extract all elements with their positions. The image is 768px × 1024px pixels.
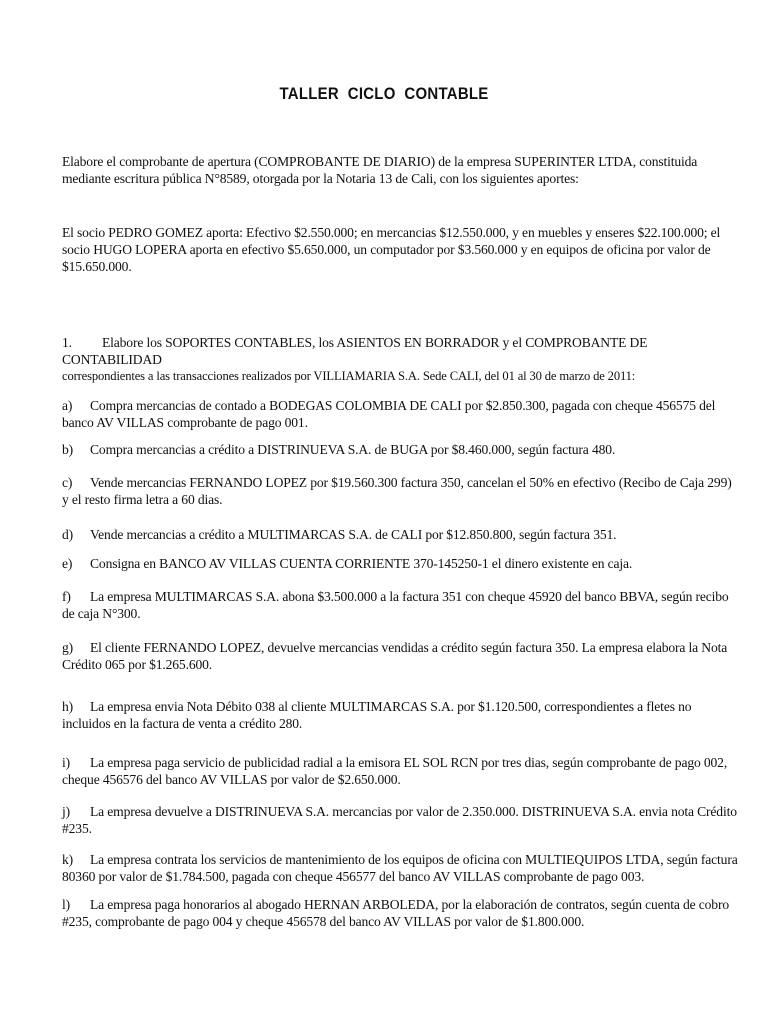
item-text: Consigna en BANCO AV VILLAS CUENTA CORRIENTE 370-145250-1 el dinero existente en caja. <box>90 556 633 571</box>
item-letter: k) <box>62 852 74 867</box>
exercise-number: 1. <box>62 335 72 350</box>
item-letter: d) <box>62 527 74 542</box>
item-text: Vende mercancias FERNANDO LOPEZ por $19.560.300 factura 350, cancelan el 50% en efectivo (Recibo de Caja 299) y el resto firma letra a 60 dias. <box>62 475 732 507</box>
list-item-h <box>62 698 740 732</box>
item-letter: f) <box>62 589 71 604</box>
exercise-line-2: correspondientes a las transacciones realizados por VILLIAMARIA S.A. Sede CALI, del 01 al 30 de marzo de 2011: <box>62 369 636 383</box>
item-text: Compra mercancias de contado a BODEGAS COLOMBIA DE CALI por $2.850.300, pagada con cheque 456575 del banco AV VILLAS comprobante de pago 001. <box>62 398 716 430</box>
list-item-d <box>62 526 740 543</box>
item-text: La empresa envia Nota Débito 038 al cliente MULTIMARCAS S.A. por $1.120.500, correspondientes a fletes no incluidos en la factura de venta a crédito 280. <box>62 699 692 731</box>
item-text: La empresa MULTIMARCAS S.A. abona $3.500.000 a la factura 351 con cheque 45920 del banco BBVA, según recibo de caja N°300. <box>62 589 729 621</box>
item-letter: b) <box>62 442 74 457</box>
exercise-line-1 <box>62 334 740 368</box>
list-item-l <box>62 896 740 930</box>
item-letter: a) <box>62 398 73 413</box>
item-text: La empresa paga servicio de publicidad radial a la emisora EL SOL RCN por tres dias, según comprobante de pago 002, cheque 456576 del banco AV VILLAS por valor de $2.650.000. <box>62 755 728 787</box>
item-letter: c) <box>62 475 73 490</box>
exercise-line-1-text: Elabore los SOPORTES CONTABLES, los ASIENTOS EN BORRADOR y el COMPROBANTE DE CONTABILIDAD <box>62 335 648 367</box>
item-letter: i) <box>62 755 71 770</box>
list-item-c <box>62 474 740 508</box>
list-item-i <box>62 754 740 788</box>
item-letter: g) <box>62 640 74 655</box>
list-item-j <box>62 803 740 837</box>
item-text: La empresa devuelve a DISTRINUEVA S.A. mercancias por valor de 2.350.000. DISTRINUEVA S.A. envia nota Crédito #235. <box>62 804 737 836</box>
item-text: La empresa paga honorarios al abogado HERNAN ARBOLEDA, por la elaboración de contratos, según cuenta de cobro #235, comprobante de pago 004 y cheque 456578 del banco AV VILLAS por valor de $1.800.000. <box>62 897 729 929</box>
exercise-instruction <box>62 334 740 385</box>
list-item-g <box>62 639 740 673</box>
item-text: Vende mercancias a crédito a MULTIMARCAS S.A. de CALI por $12.850.800, según factura 351. <box>90 527 617 542</box>
item-letter: h) <box>62 699 74 714</box>
item-text: El cliente FERNANDO LOPEZ, devuelve mercancias vendidas a crédito según factura 350. La empresa elabora la Nota Crédito 065 por $1.265.600. <box>62 640 728 672</box>
item-text: La empresa contrata los servicios de mantenimiento de los equipos de oficina con MULTIEQUIPOS LTDA, según factura 80360 por valor de $1.784.500, pagada con cheque 456577 del banco AV VILLAS comprobante de pago 003. <box>62 852 738 884</box>
intro-paragraph-apertura: Elabore el comprobante de apertura (COMPROBANTE DE DIARIO) de la empresa SUPERINTER LTDA, constituida mediante escritura pública N°8589, otorgada por la Notaria 13 de Cali, con los siguientes aportes: <box>62 154 698 186</box>
item-letter: j) <box>62 804 71 819</box>
list-item-a <box>62 397 740 431</box>
list-item-k <box>62 851 740 885</box>
list-item-f <box>62 588 740 622</box>
page-title: TALLER CICLO CONTABLE <box>279 84 489 103</box>
intro-paragraph-aportes: El socio PEDRO GOMEZ aporta: Efectivo $2.550.000; en mercancias $12.550.000, y en muebles y enseres $22.100.000; el socio HUGO LOPERA aporta en efectivo $5.650.000, un computador por $3.560.000 y en equipos de oficina por valor de $15.650.000. <box>62 225 721 274</box>
list-item-e <box>62 555 740 572</box>
item-text: Compra mercancias a crédito a DISTRINUEVA S.A. de BUGA por $8.460.000, según factura 480. <box>90 442 616 457</box>
item-letter: l) <box>62 897 71 912</box>
item-letter: e) <box>62 556 73 571</box>
list-item-b <box>62 441 740 458</box>
